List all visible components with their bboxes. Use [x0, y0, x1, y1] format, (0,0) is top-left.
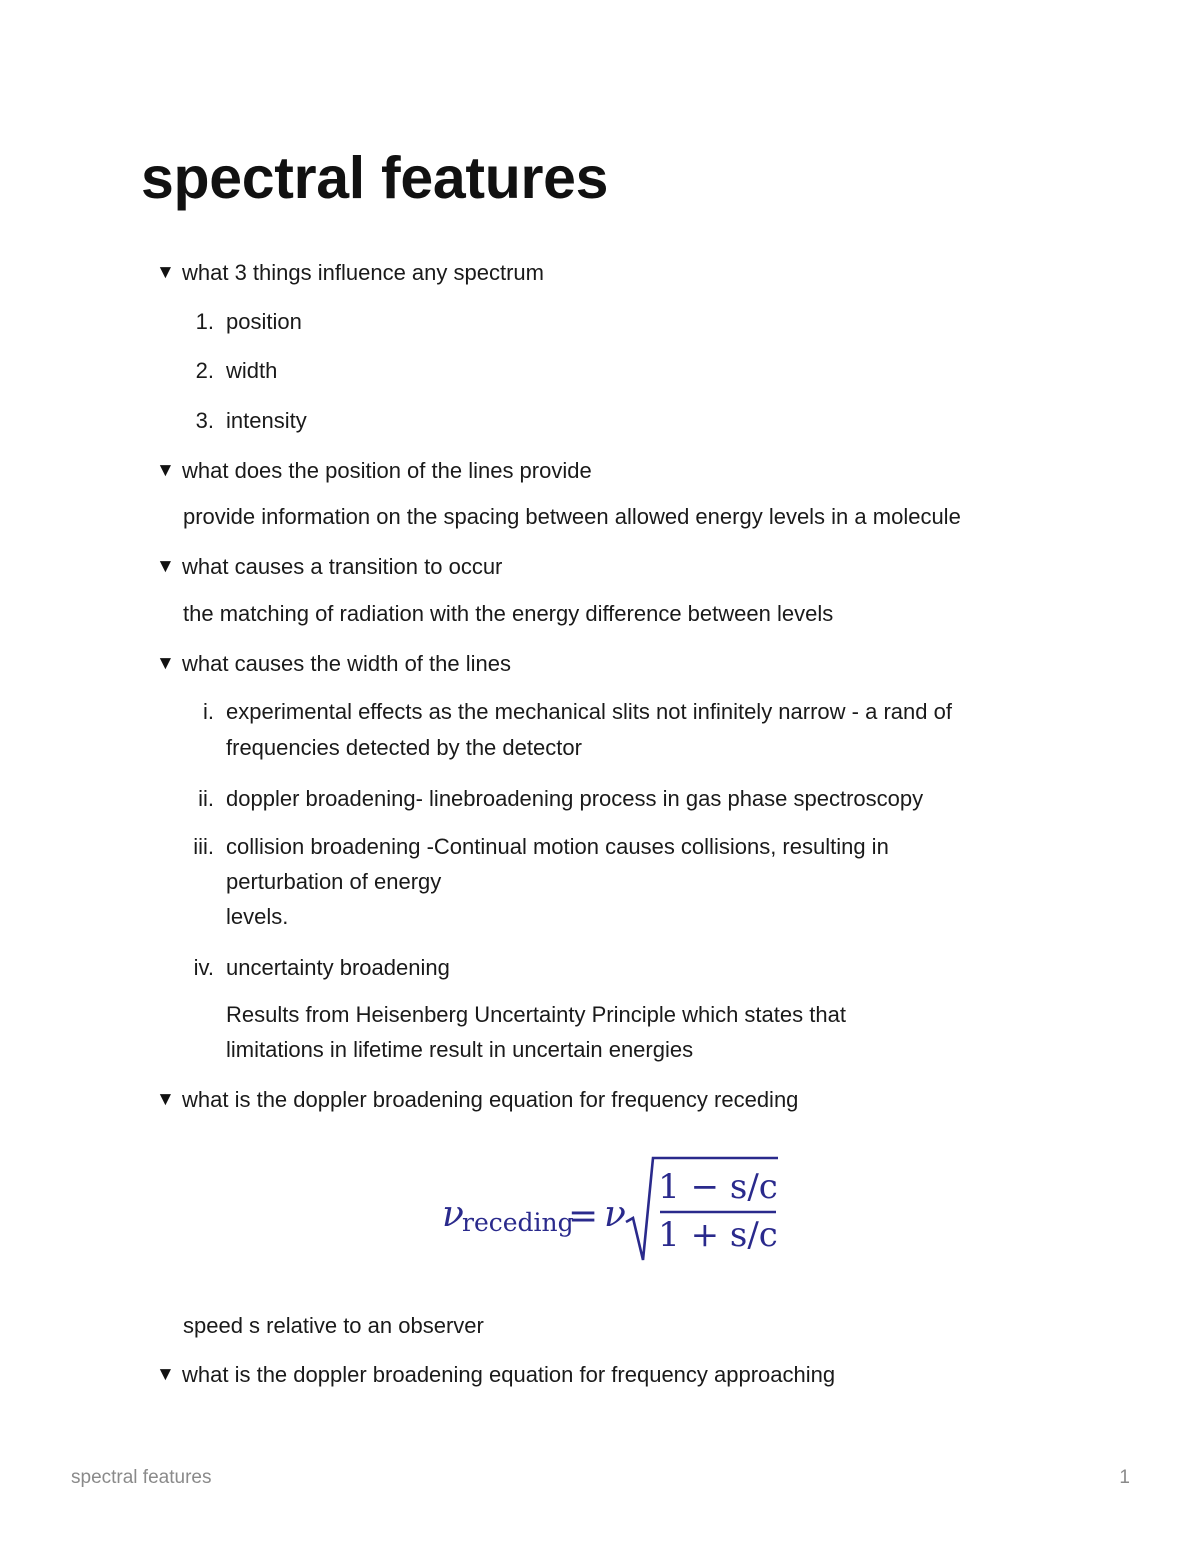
- toggle-question[interactable]: what causes the width of the lines: [182, 651, 511, 676]
- equation-numerator: 1 − s/c: [658, 1167, 778, 1207]
- list-item: intensity: [226, 408, 307, 433]
- list-item-detail: limitations in lifetime result in uncertain energies: [226, 1037, 694, 1062]
- page-title: spectral features: [141, 145, 609, 211]
- triangle-down-icon[interactable]: ▼: [156, 556, 175, 577]
- list-item: width: [226, 358, 278, 383]
- toggle-answer: the matching of radiation with the energy difference between levels: [183, 601, 834, 626]
- list-marker: i.: [203, 699, 214, 724]
- triangle-down-icon[interactable]: ▼: [156, 460, 175, 481]
- equation-lhs-subscript: receding: [462, 1208, 574, 1237]
- footer-page-title: spectral features: [71, 1467, 212, 1488]
- toggle-question[interactable]: what does the position of the lines provide: [182, 458, 592, 483]
- list-item-line: uncertainty broadening: [226, 955, 450, 980]
- list-marker: iii.: [193, 834, 214, 859]
- list-marker: ii.: [198, 786, 214, 811]
- list-marker: iv.: [193, 955, 214, 980]
- list-item-line: frequencies detected by the detector: [226, 735, 582, 760]
- list-marker: 1.: [195, 309, 214, 334]
- triangle-down-icon[interactable]: ▼: [156, 1089, 175, 1110]
- triangle-down-icon[interactable]: ▼: [156, 1364, 175, 1385]
- doppler-receding-equation: [440, 1148, 790, 1268]
- list-item-line: doppler broadening- linebroadening process in gas phase spectroscopy: [226, 786, 924, 811]
- list-item-detail: Results from Heisenberg Uncertainty Principle which states that: [226, 1002, 846, 1027]
- equation-equals: =: [568, 1196, 599, 1237]
- list-marker: 3.: [195, 408, 214, 433]
- toggle-question[interactable]: what is the doppler broadening equation for frequency approaching: [182, 1362, 836, 1387]
- list-item: position: [226, 309, 302, 334]
- list-item-line: levels.: [226, 904, 289, 929]
- equation-denominator: 1 + s/c: [658, 1215, 778, 1255]
- list-item-line: perturbation of energy: [226, 869, 442, 894]
- triangle-down-icon[interactable]: ▼: [156, 262, 175, 283]
- footer-page-number: 1: [1119, 1467, 1130, 1488]
- list-marker: 2.: [195, 358, 214, 383]
- equation-rhs-symbol: ν: [604, 1194, 626, 1235]
- triangle-down-icon[interactable]: ▼: [156, 653, 175, 674]
- toggle-answer: speed s relative to an observer: [183, 1313, 484, 1338]
- toggle-question[interactable]: what causes a transition to occur: [182, 554, 503, 579]
- toggle-question[interactable]: what 3 things influence any spectrum: [182, 260, 544, 285]
- list-item-line: experimental effects as the mechanical slits not infinitely narrow - a rand of: [226, 699, 952, 724]
- toggle-question[interactable]: what is the doppler broadening equation for frequency receding: [182, 1087, 799, 1112]
- equation-lhs-symbol: ν: [442, 1194, 464, 1235]
- toggle-answer: provide information on the spacing between allowed energy levels in a molecule: [183, 504, 961, 529]
- list-item-line: collision broadening -Continual motion causes collisions, resulting in: [226, 834, 889, 859]
